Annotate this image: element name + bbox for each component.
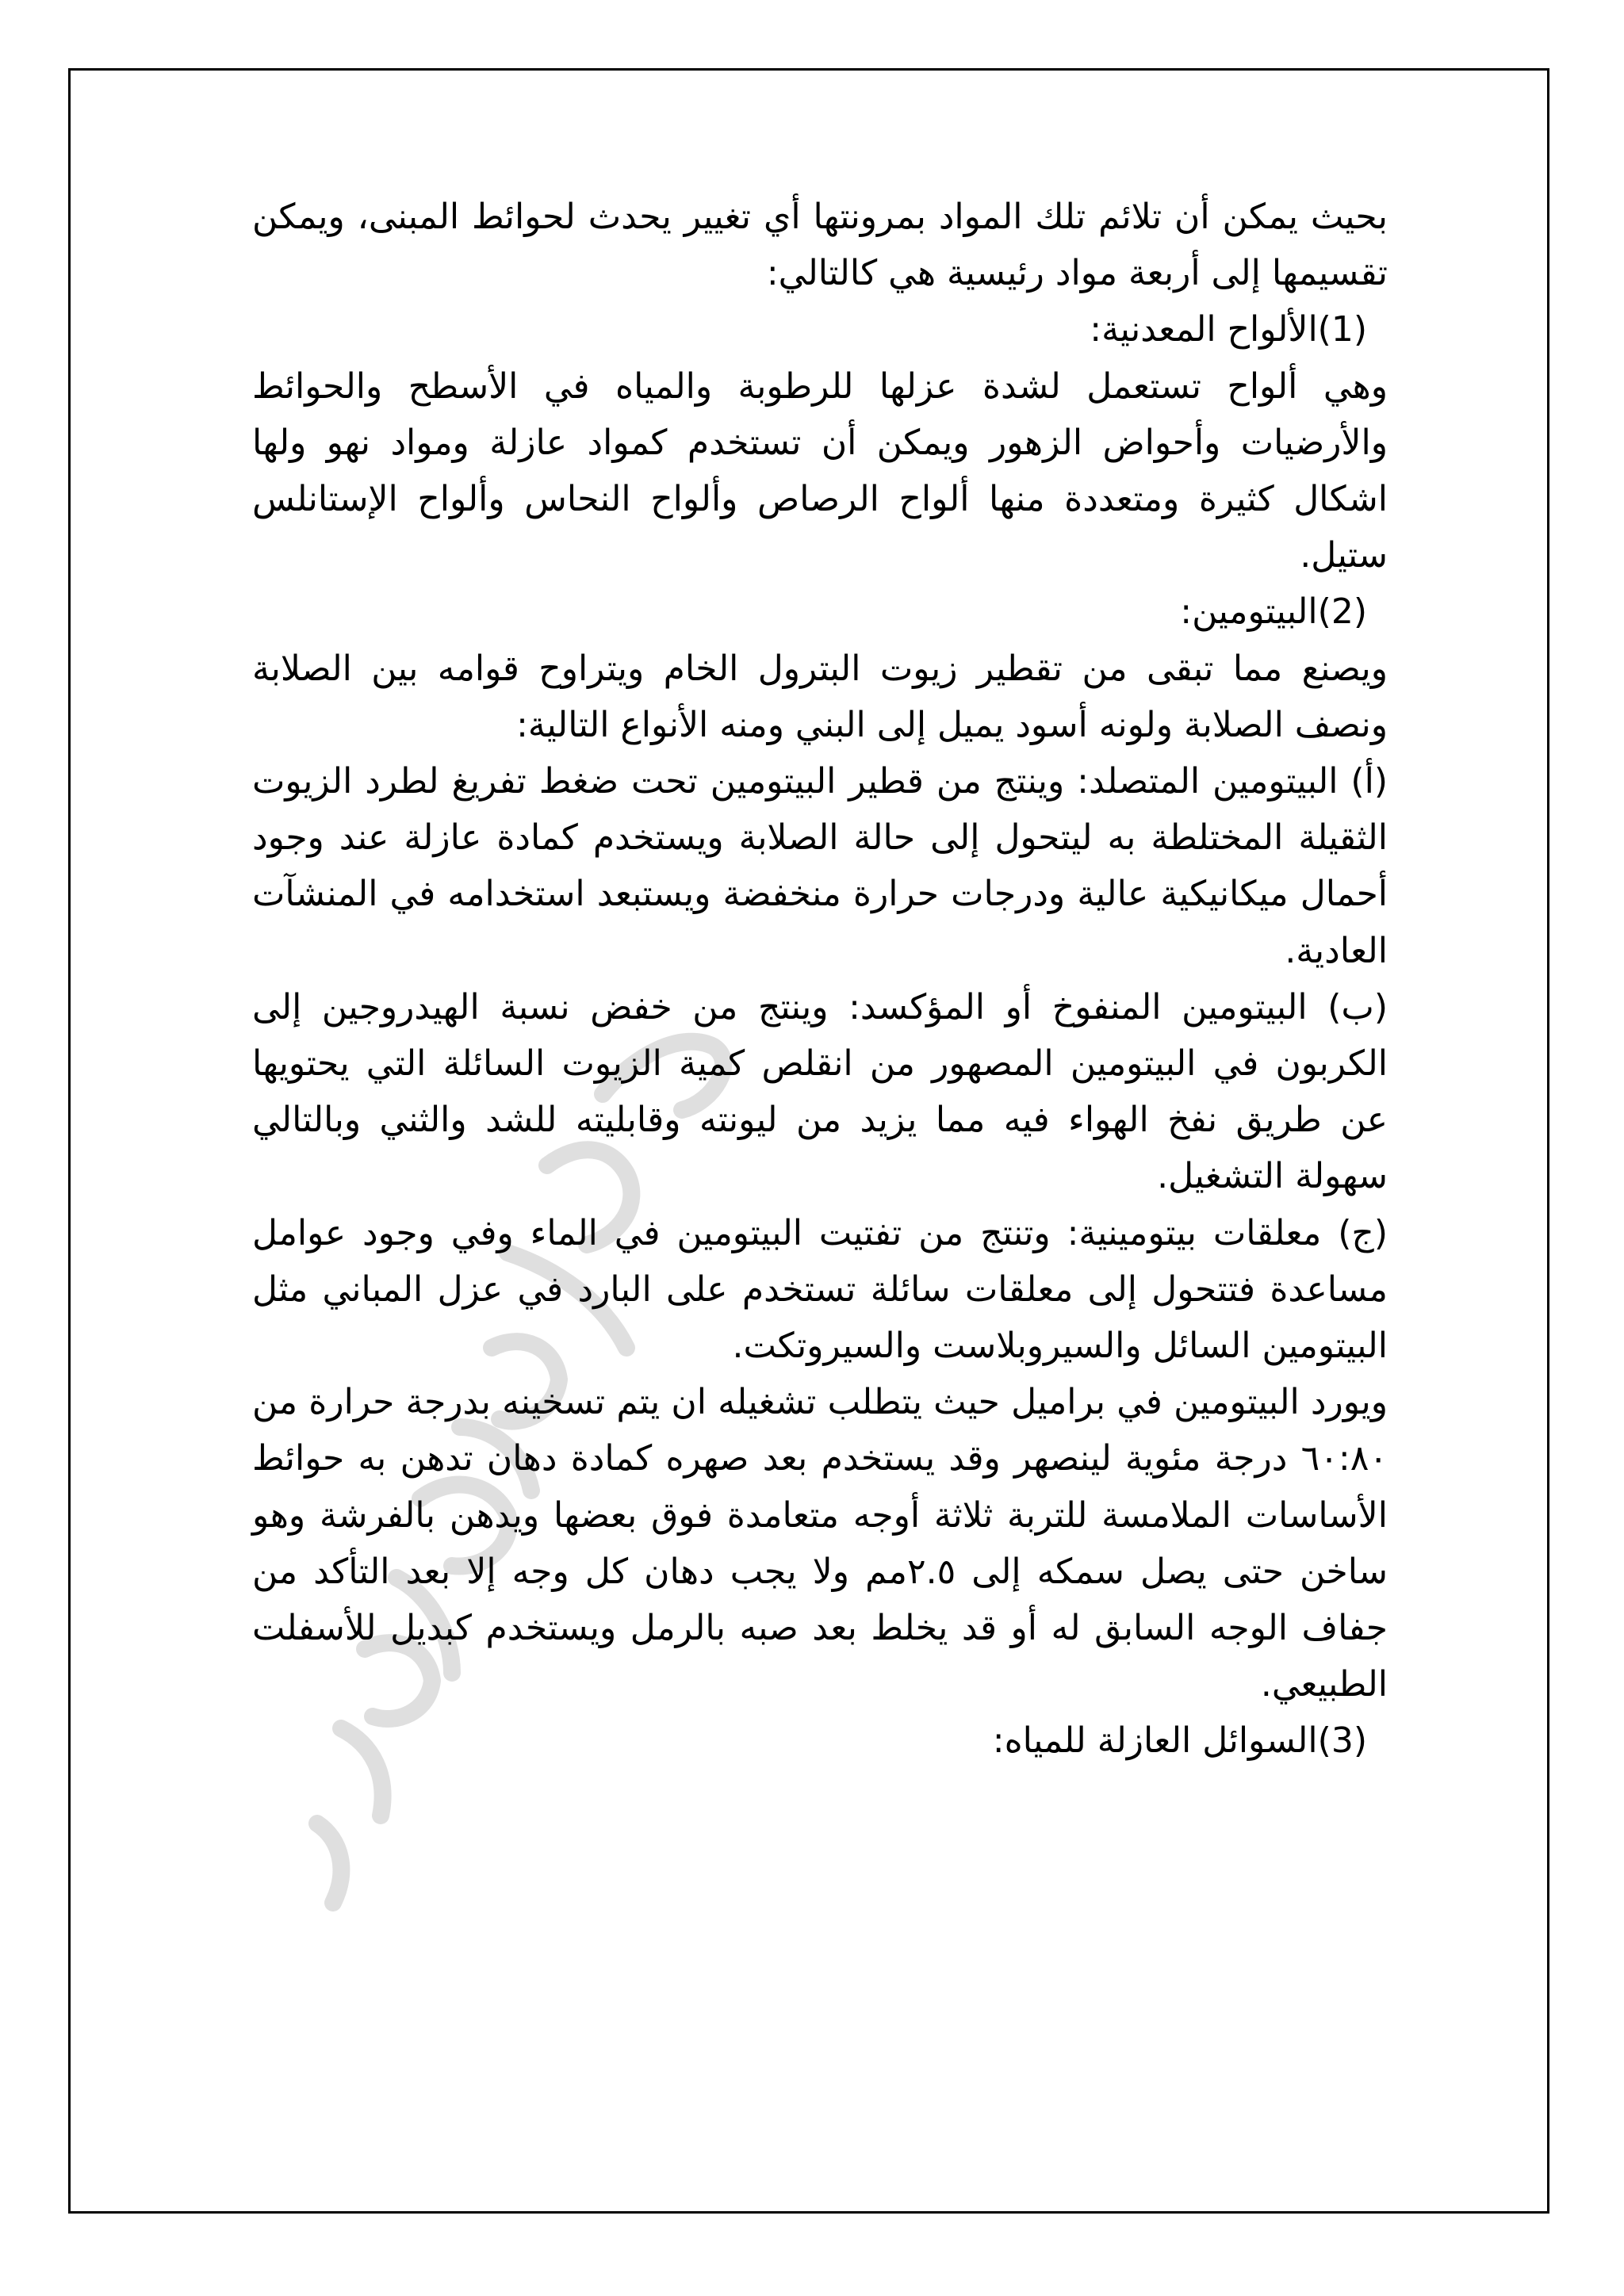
heading-metal-sheets: (1)الألواح المعدنية: (1090, 309, 1367, 350)
heading-waterproofing-liquids: (3)السوائل العازلة للمياه: (992, 1720, 1367, 1762)
paragraph-blown-bitumen: (ب) البيتومين المنفوخ أو المؤكسد: وينتج من خفض نسبة الهيدروجين إلى الكربون في البيتومين المصهور من انقلص كمية الزيوت السائلة التي يحتويها عن طريق نفخ الهواء فيه مما يزيد من ليونته وقابليته للشد والثني وبالتالي سهولة التشغيل. (252, 986, 1388, 1197)
heading-bitumen: (2)البيتومين: (1180, 591, 1367, 633)
paragraph-bitumen: ويصنع مما تبقى من تقطير زيوت البترول الخام ويتراوح قوامه بين الصلابة ونصف الصلابة ولونه أسود يميل إلى البني ومنه الأنواع التالية: (252, 648, 1388, 745)
paragraph-metal-sheets: وهي ألواح تستعمل لشدة عزلها للرطوبة والمياه في الأسطح والحوائط والأرضيات وأحواض الزهور ويمكن أن تستخدم كمواد عازلة ومواد نهو ولها اشكال كثيرة ومتعددة منها ألواح الرصاص وألواح النحاس وألواح الإستانلس ستيل. (252, 365, 1388, 576)
document-body (252, 189, 1388, 1770)
paragraph-hardened-bitumen: (أ) البيتومين المتصلد: وينتج من قطير البيتومين تحت ضغط تفريغ لطرد الزيوت الثقيلة المختلطة به ليتحول إلى حالة الصلابة ويستخدم كمادة عازلة عند وجود أحمال ميكانيكية عالية ودرجات حرارة منخفضة ويستبعد استخدامه في المنشآت العادية. (252, 761, 1388, 971)
paragraph-bitumen-supply: ويورد البيتومين في براميل حيث يتطلب تشغيله ان يتم تسخينه بدرجة حرارة من ٦٠:٨٠ درجة مئوية لينصهر وقد يستخدم بعد صهره كمادة دهان تدهن به حوائط الأساسات الملامسة للتربة ثلاثة أوجه متعامدة فوق بعضها ويدهن بالفرشة وهو ساخن حتى يصل سمكه إلى ٢.٥مم ولا يجب دهان كل وجه إلا بعد التأكد من جفاف الوجه السابق له أو قد يخلط بعد صبه بالرمل ويستخدم كبديل للأسفلت الطبيعي. (252, 1382, 1388, 1705)
paragraph-bitumen-suspensions: (ج) معلقات بيتومينية: وتنتج من تفتيت البيتومين في الماء وفي وجود عوامل مساعدة فتتحول إلى معلقات سائلة تستخدم على البارد في عزل المباني مثل البيتومين السائل والسيروبلاست والسيروتكت. (252, 1212, 1388, 1367)
paragraph-intro: بحيث يمكن أن تلائم تلك المواد بمرونتها أي تغيير يحدث لحوائط المبنى، ويمكن تقسيمها إلى أربعة مواد رئيسية هي كالتالي: (252, 197, 1388, 294)
